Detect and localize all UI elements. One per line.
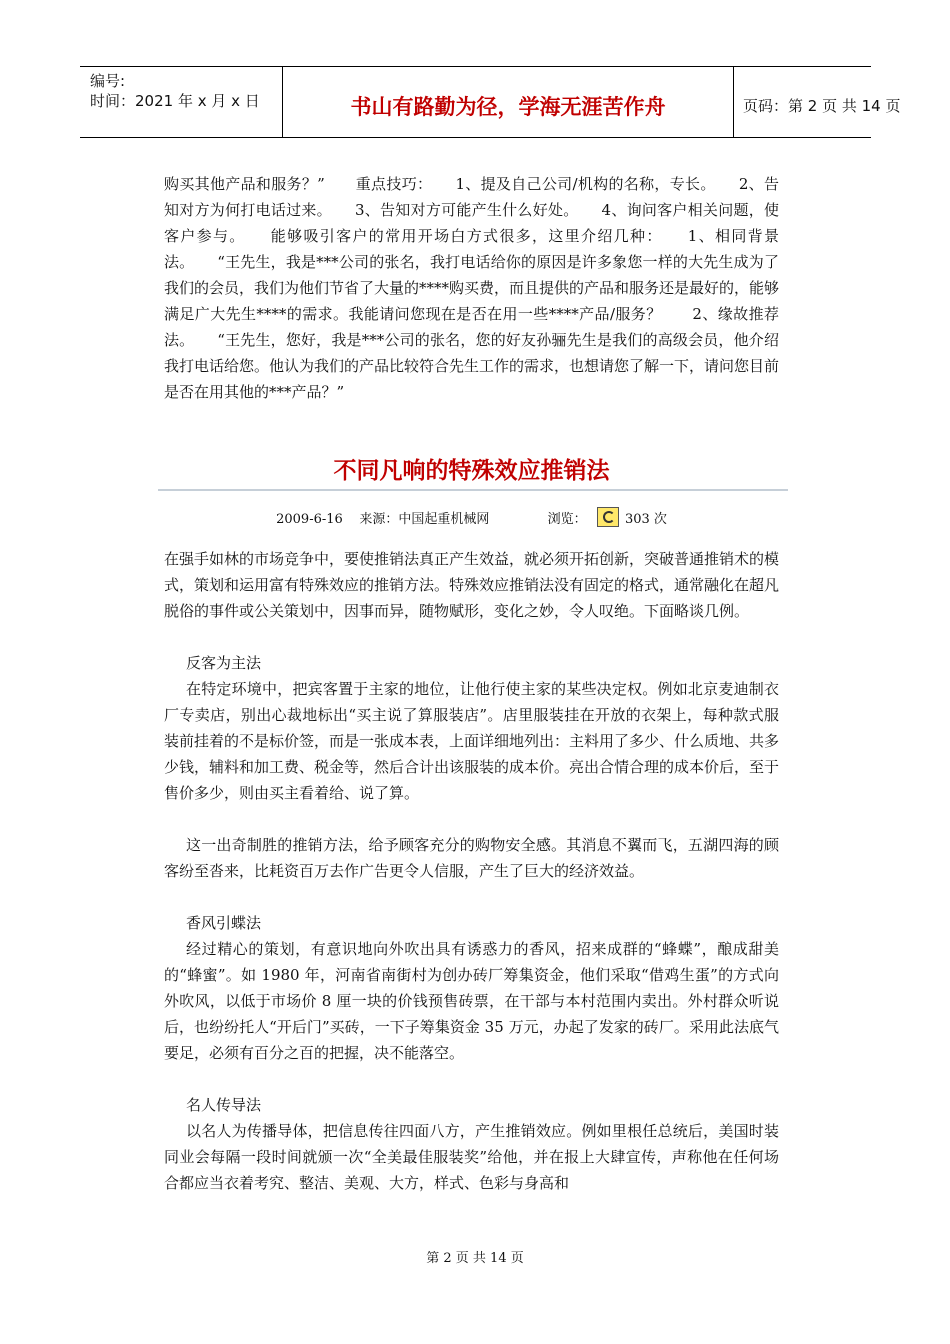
article-title: 不同凡响的特殊效应推销法: [333, 458, 610, 484]
number-label: 编号:: [90, 72, 126, 90]
article-paragraph: 经过精心的策划，有意识地向外吹出具有诱惑力的香风，招来成群的“蜂蝶”，酿成甜美的“蜂蜜”。如 1980 年，河南省南街村为创办砖厂筹集资金，他们采取“借鸡生蛋”的方式向外吹风，以低于市场价 8 厘一块的价钱预售砖票，在干部与本村范围内卖出。外村群众听说后，也纷纷托人“开后门”买砖，一下子筹集资金 35 万元，办起了发家的砖厂。采用此法底气要足，必须有百分之百的把握，决不能落空。: [164, 940, 779, 1062]
article-paragraph: 在强手如林的市场竞争中，要使推销法真正产生效益，就必须开拓创新，突破普通推销术的模式，策划和运用富有特殊效应的推销方法。特殊效应推销法没有固定的格式，通常融化在超凡脱俗的事件或公关策划中，因事而异，随物赋形，变化之妙，令人叹绝。下面略谈几例。: [164, 550, 780, 620]
section-title: 名人传导法: [186, 1096, 262, 1114]
intro-section: [164, 171, 779, 405]
browse-icon: [597, 507, 619, 527]
page-info: 页码：第 2 页 共 14 页: [743, 97, 901, 115]
article-paragraph: 以名人为传播导体，把信息传往四面八方，产生推销效应。例如里根任总统后，美国时装同业会每隔一段时间就颁一次“全美最佳服装奖”给他，并在报上大肆宣传，声称他在任何场合都应当衣着考究、整洁、美观、大方，样式、色彩与身高和: [164, 1122, 779, 1192]
title-divider: [158, 489, 788, 491]
time-label: 时间：2021 年 x 月 x 日: [90, 92, 260, 110]
header-page-cell: [733, 67, 901, 137]
intro-paragraph: 购买其他产品和服务？” 重点技巧： 1、提及自己公司/机构的名称，专长。 2、告知对方为何打电话过来。 3、告知对方可能产生什么好处。 4、询问客户相关问题，使客户参与。 能够吸引客户的常用开场白方式很多，这里介绍几种： 1、相同背景法。 “王先生，我是***公司的张名，我打电话给你的原因是许多象您一样的大先生成为了我们的会员，我们为他们节省了大量的****购买费，而且提供的产品和服务还是最好的，能够满足广大先生****的需求。我能请问您现在是否在用一些****产品/服务？ 2、缘故推荐法。 “王先生，您好，我是***公司的张名，您的好友孙骊先生是我们的高级会员，他介绍我打电话给您。他认为我们的产品比较符合先生工作的需求，也想请您了解一下，请问您目前是否在用其他的***产品？”: [164, 175, 780, 401]
motto: 书山有路勤为径，学海无涯苦作舟: [350, 95, 666, 119]
article-source: 来源：中国起重机械网: [359, 512, 490, 527]
browse-label: 浏览：: [547, 512, 587, 527]
header-info-cell: [80, 67, 282, 137]
page-header: [80, 66, 901, 138]
article-meta: [164, 507, 779, 527]
page-footer: 第 2 页 共 14 页: [426, 1251, 524, 1266]
browse-count: 303 次: [624, 512, 667, 527]
section-title: 香风引蝶法: [186, 914, 262, 932]
article-paragraph: 在特定环境中，把宾客置于主家的地位，让他行使主家的某些决定权。例如北京麦迪制衣厂专卖店，别出心裁地标出“买主说了算服装店”。店里服装挂在开放的衣架上，每种款式服装前挂着的不是标价签，而是一张成本表，上面详细地列出：主料用了多少、什么质地、共多少钱，辅料和加工费、税金等，然后合计出该服装的成本价。亮出合情合理的成本价后，至于售价多少，则由买主看着给、说了算。: [164, 680, 780, 802]
section-title: 反客为主法: [186, 654, 262, 672]
article-date: 2009-6-16: [276, 512, 343, 527]
article-paragraph: 这一出奇制胜的推销方法，给予顾客充分的购物安全感。其消息不翼而飞，五湖四海的顾客纷至沓来，比耗资百万去作广告更令人信服，产生了巨大的经济效益。: [164, 836, 779, 880]
article-body: [164, 546, 779, 1196]
header-motto-cell: [282, 67, 734, 137]
